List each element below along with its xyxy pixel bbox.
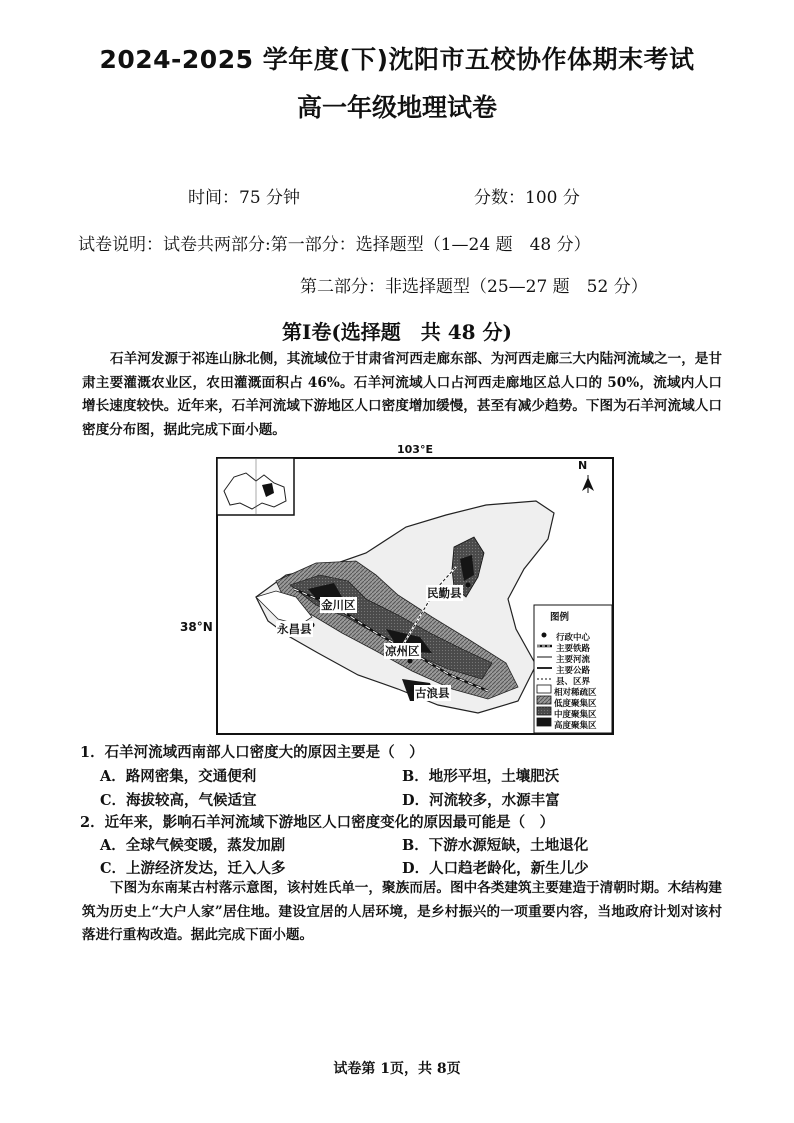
legend-item: 高度聚集区 — [554, 721, 597, 731]
legend-item: 主要公路 — [556, 666, 591, 676]
population-density-map — [216, 457, 614, 735]
legend-item: 相对稀疏区 — [554, 688, 597, 698]
legend-item: 主要铁路 — [556, 644, 591, 654]
question-2-option-d[interactable]: D．人口趋老龄化，新生儿少 — [402, 860, 589, 877]
question-1-option-d[interactable]: D．河流较多，水源丰富 — [402, 792, 560, 809]
passage-1 — [82, 348, 722, 442]
map-longitude-label: 103°E — [397, 443, 433, 456]
passage-2 — [82, 877, 722, 948]
passage-1-text: 石羊河发源于祁连山脉北侧，其流域位于甘肃省河西走廊东部、为河西走廊三大内陆河流域之一，是甘肃主要灌溉农业区，农田灌溉面积占 46%。石羊河流域人口占河西走廊地区总人口的 50%，流域内人口增长速度较快。近年来，石羊河流域下游地区人口密度增加缓慢，甚至有减少趋势。下图为石羊河流域人口密度分布图，据此完成下面小题。 — [82, 351, 722, 438]
section-title: 第Ⅰ卷(选择题 共 48 分) — [281, 320, 513, 344]
question-1-option-c[interactable]: C．海拔较高，气候适宜 — [100, 792, 257, 809]
question-1-option-b[interactable]: B．地形平坦，土壤肥沃 — [402, 768, 560, 785]
place-gulang: 古浪县 — [415, 686, 450, 700]
legend-title: 图例 — [550, 612, 570, 623]
place-liangzhou: 凉州区 — [385, 644, 420, 658]
legend-item: 行政中心 — [556, 633, 591, 643]
map-latitude-label: 38°N — [180, 620, 213, 634]
passage-2-text: 下图为东南某古村落示意图，该村姓氏单一，聚族而居。图中各类建筑主要建造于清朝时期。木结构建筑为历史上“大户人家”居住地。建设宜居的人居环境，是乡村振兴的一项重要内容，当地政府计划对该村落进行重构改造。据此完成下面小题。 — [82, 880, 722, 943]
place-yongchang: 永昌县 — [277, 622, 312, 636]
question-1-stem: 1．石羊河流域西南部人口密度大的原因主要是（ ） — [80, 744, 424, 761]
question-1-option-a[interactable]: A．路网密集，交通便利 — [100, 768, 257, 785]
exam-title: 2024-2025 学年度(下)沈阳市五校协作体期末考试 — [99, 45, 695, 74]
exam-time: 时间：75 分钟 — [188, 188, 301, 208]
legend-symbol-medium — [537, 707, 551, 715]
exam-description-line1: 试卷说明：试卷共两部分:第一部分：选择题型（1—24 题 48 分） — [78, 235, 591, 255]
exam-description-line2: 第二部分：非选择题型（25—27 题 52 分） — [300, 277, 648, 297]
north-label: N — [578, 459, 588, 472]
question-2-option-c[interactable]: C．上游经济发达，迁入人多 — [100, 860, 286, 877]
admin-center-dot — [466, 583, 471, 588]
legend-item: 中度聚集区 — [554, 710, 597, 720]
legend-symbol-high — [537, 718, 551, 726]
place-jinchuan: 金川区 — [321, 598, 356, 612]
legend-symbol-center — [542, 633, 547, 638]
legend-item: 主要河流 — [556, 655, 591, 665]
legend-item: 县、区界 — [556, 677, 591, 687]
legend-item: 低度聚集区 — [554, 699, 597, 709]
legend-symbol-sparse — [537, 685, 551, 693]
page-footer: 试卷第 1页，共 8页 — [333, 1061, 461, 1077]
question-2-option-a[interactable]: A．全球气候变暖，蒸发加剧 — [100, 837, 286, 854]
exam-subtitle: 高一年级地理试卷 — [296, 93, 497, 122]
place-minqin: 民勤县 — [427, 586, 462, 600]
question-2-option-b[interactable]: B．下游水源短缺，土地退化 — [402, 837, 589, 854]
exam-score: 分数：100 分 — [474, 188, 580, 208]
admin-center-dot — [408, 659, 413, 664]
legend-symbol-low — [537, 696, 551, 704]
question-2-stem: 2．近年来，影响石羊河流域下游地区人口密度变化的原因最可能是（ ） — [80, 814, 555, 831]
